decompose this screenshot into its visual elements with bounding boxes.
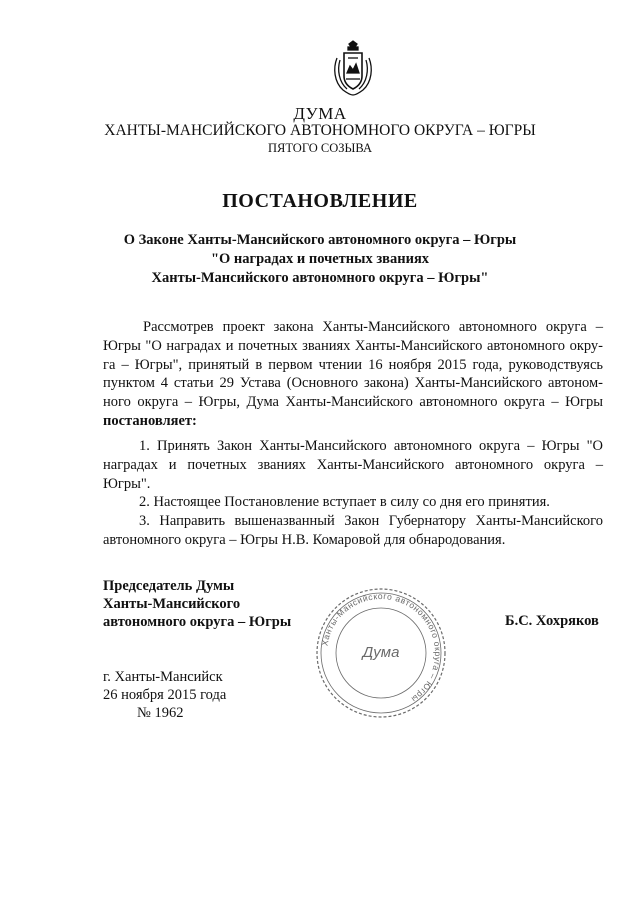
resolves-word: постановляет:: [103, 412, 197, 429]
coat-of-arms-emblem: [331, 40, 375, 96]
resolution-item: 2. Настоящее Постановление вступает в силу со дня его принятия.: [139, 494, 550, 511]
official-seal: [313, 585, 449, 721]
signatory-name: Б.С. Хохряков: [505, 613, 599, 629]
region-name: ХАНТЫ-МАНСИЙСКОГО АВТОНОМНОГО ОКРУГА – ЮГРЫ: [104, 122, 536, 139]
city: г. Ханты-Мансийск: [103, 669, 223, 685]
resolution-item: 1. Принять Закон Ханты-Мансийского автономного округа – Югры "О наградах и почетных званиях Ханты-Мансийского автономного округа – Югры".: [103, 438, 603, 492]
resolution-item: 3. Направить вышеназванный Закон Губернатору Ханты-Мансийского автономного округа – Югры Н.В. Комаровой для обнародования.: [103, 513, 603, 548]
position-line-3: автономного округа – Югры: [103, 614, 292, 630]
parliament-name: ДУМА: [293, 104, 347, 123]
convocation: ПЯТОГО СОЗЫВА: [267, 141, 373, 155]
seal-center-text: Дума: [362, 644, 400, 661]
date: 26 ноября 2015 года: [103, 687, 227, 703]
document-number: № 1962: [137, 705, 184, 721]
subject-line-2: "О наградах и почетных званиях: [210, 251, 430, 267]
document-title: ПОСТАНОВЛЕНИЕ: [222, 190, 418, 212]
preamble-text: Рассмотрев проект закона Ханты-Мансийского автономного округа – Югры "О наградах и почетных званиях Ханты-Мансийского автономного окру-га – Югры", принятый в первом чтении 16 ноября 2015 года, руководствуясь пунктом 4 статьи 29 Устава (Основного закона) Ханты-Мансийского автоном-ного округа – Югры, Дума Ханты-Мансийского автономного округа – Югры: [103, 319, 603, 411]
document-footer: [103, 668, 226, 722]
signatory-position: [103, 577, 291, 631]
subject-line-1: О Законе Ханты-Мансийского автономного округа – Югры: [123, 232, 517, 248]
seal-ring-text: Ханты-Мансийского автономного округа – Югры: [319, 590, 444, 705]
subject-line-3: Ханты-Мансийского автономного округа – Югры": [151, 270, 489, 286]
preamble-paragraph: [103, 318, 603, 431]
position-line-1: Председатель Думы: [103, 578, 235, 594]
resolution-items: [103, 437, 603, 550]
position-line-2: Ханты-Мансийского: [103, 596, 241, 612]
document-subject: [0, 231, 640, 288]
